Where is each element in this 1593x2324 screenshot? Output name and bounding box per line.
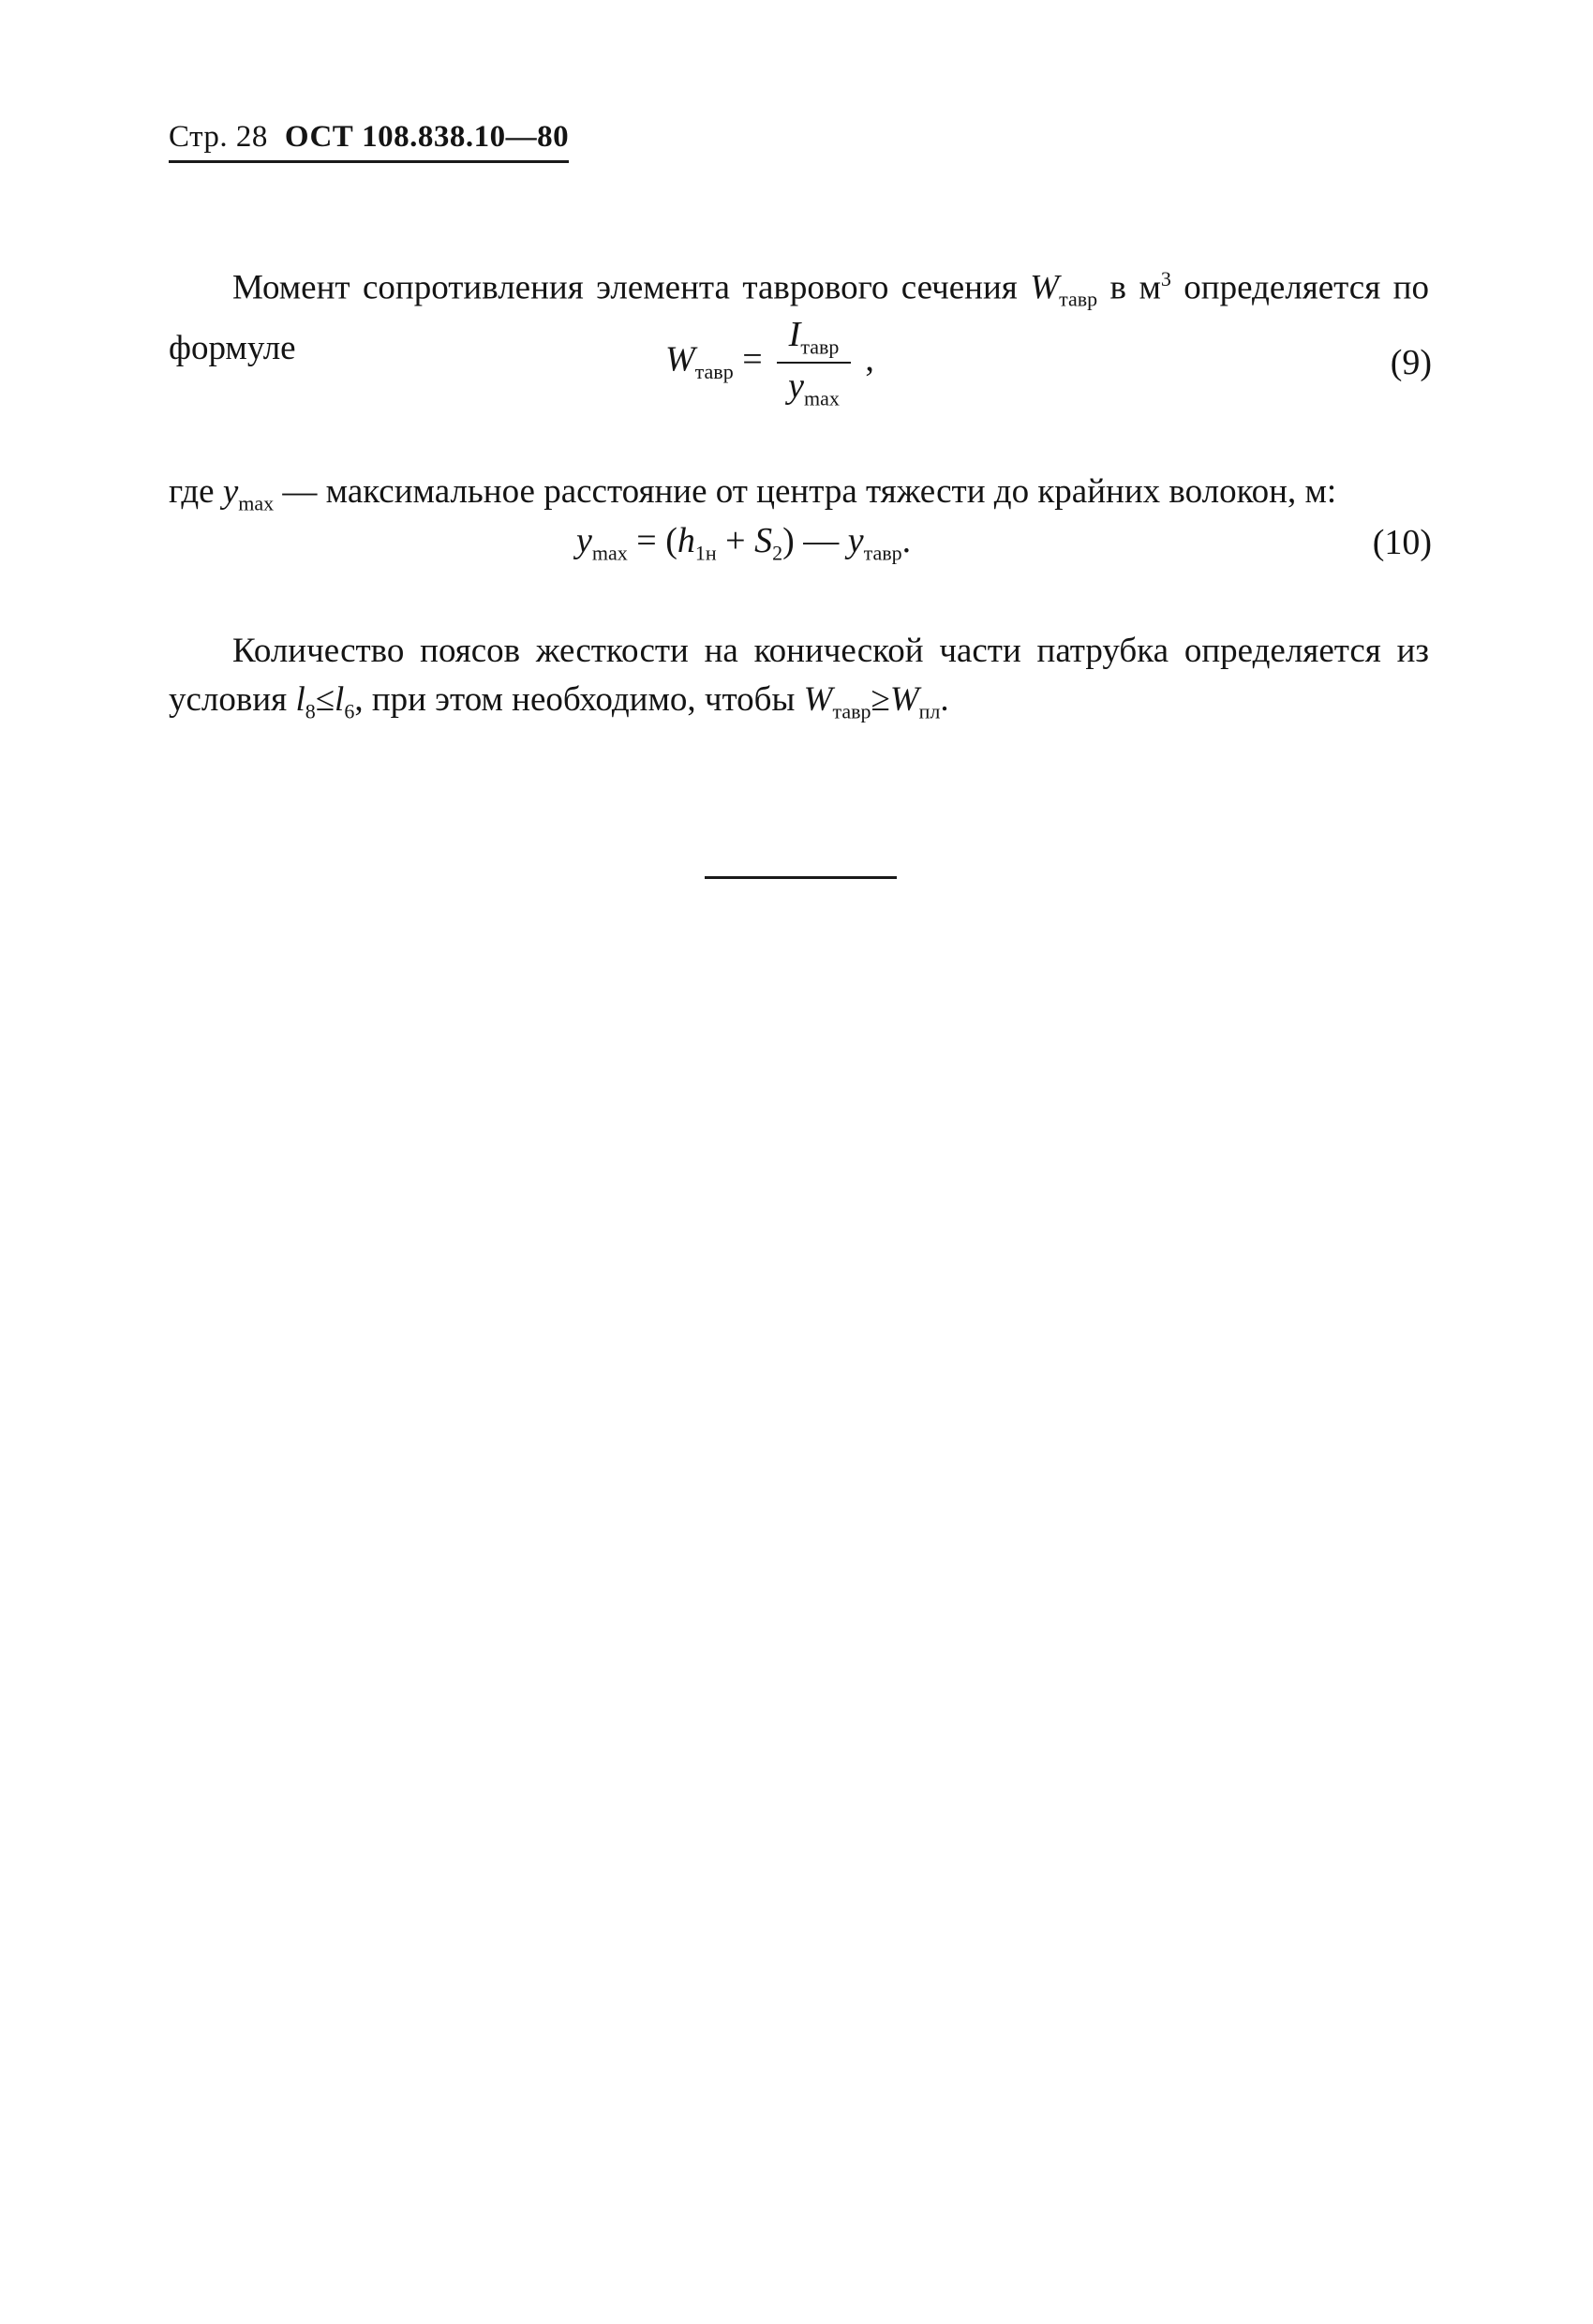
paragraph-stiffener-count: Количество поясов жесткости на конической части патрубка определяется из условия $l_8\le l_6$, при этом необходимо, чтобы $W_{тавр}\ge W_{пл}$. — [169, 632, 1429, 723]
formula-9: $W_{тавр}$ = $\frac{I_{тавр}}{y_{max}}$ , — [665, 315, 874, 410]
equation-number-9: (9) — [1390, 343, 1432, 382]
fraction — [777, 314, 851, 410]
page-number: Стр. 28 — [169, 120, 268, 154]
paragraph-section-modulus: Момент сопротивления элемента таврового сечения $W_{тавр}$ в $м^3$ определяется по формуле — [169, 267, 1429, 367]
document-code: ОСТ 108.838.10—80 — [284, 120, 570, 154]
equation-number-10: (10) — [1372, 523, 1432, 562]
page-header — [169, 120, 569, 163]
end-of-section-rule — [705, 876, 897, 879]
fraction-numerator: $I_{тавр}$ — [777, 314, 851, 364]
fraction-denominator: $y_{max}$ — [788, 365, 840, 410]
formula-10: $y_{max} = (h_{1н} + S_2)$ — $y_{тавр}$. — [576, 521, 912, 565]
paragraph-ymax-definition: где $y_{max}$ — максимальное расстояние от центра тяжести до крайних волокон, м: — [169, 472, 1337, 515]
